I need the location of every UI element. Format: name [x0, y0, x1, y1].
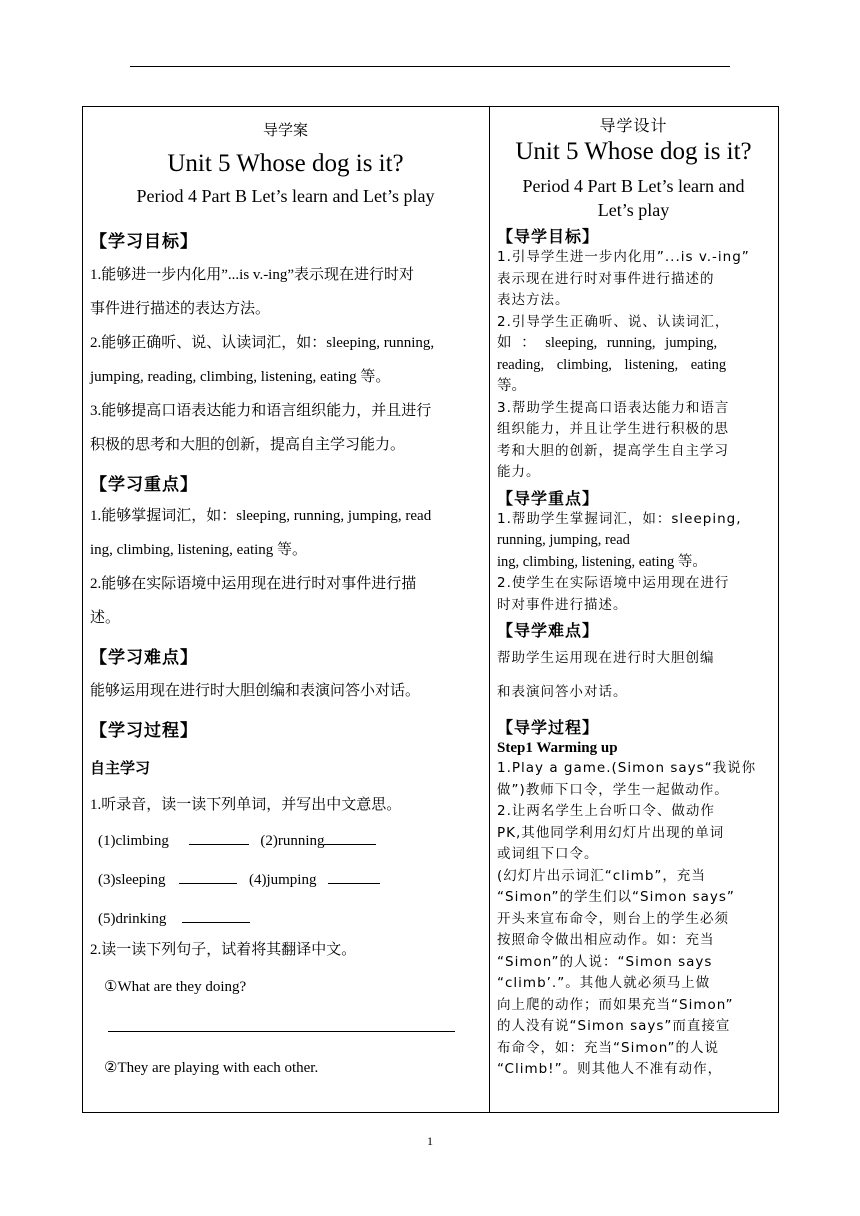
- right-p3i: 布命令，如：充当“Simon”的人说: [497, 1039, 720, 1056]
- word-drinking: (5)drinking: [98, 911, 167, 927]
- left-period: Period 4 Part B Let’s learn and Let’s play: [136, 186, 435, 206]
- left-goal-1a: 1.能够进一步内化用”...is v.-ing”表示现在进行时对: [90, 267, 415, 283]
- right-goal-3d: 能力。: [497, 464, 541, 480]
- translation-line-1[interactable]: [108, 1011, 455, 1032]
- page-number: 1: [427, 1134, 433, 1148]
- word-sleeping: (3)sleeping: [98, 872, 166, 888]
- left-key-1b: ing, climbing, listening, eating 等。: [90, 542, 308, 558]
- word-climbing: (1)climbing: [98, 833, 169, 849]
- left-key-2a: 2.能够在实际语境中运用现在进行时对事件进行描: [90, 576, 417, 592]
- right-p1a: 1.Play a game.(Simon says“我说你: [497, 760, 757, 776]
- answer-blank-sleeping[interactable]: [179, 869, 237, 884]
- right-p3d: 按照命令做出相应动作。如：充当: [497, 932, 715, 948]
- right-p3c: 开头来宣布命令，则台上的学生必须: [497, 910, 729, 927]
- right-key-2b: 时对事件进行描述。: [497, 596, 628, 613]
- right-key-title: 【导学重点】: [497, 488, 600, 508]
- right-p3f: “climb’.”。其他人就必须马上做: [497, 975, 711, 991]
- left-header: [90, 119, 481, 207]
- right-goal-2b: 如 ： sleeping, running, jumping,: [497, 335, 718, 351]
- right-unit-title: Unit 5 Whose dog is it?: [515, 138, 752, 165]
- word-row-3: [90, 900, 481, 939]
- right-p2b: PK,其他同学利用幻灯片出现的单词: [497, 824, 725, 841]
- step1-heading: Step1 Warming up: [497, 740, 618, 756]
- left-key-1a: 1.能够掌握词汇，如：sleeping, running, jumping, read: [90, 508, 432, 524]
- word-row-1: [90, 822, 481, 861]
- right-goal-3b: 组织能力，并且让学生进行积极的思: [497, 421, 729, 437]
- left-goal-2b: jumping, reading, climbing, listening, eating 等。: [90, 369, 391, 385]
- right-heading: 导学设计: [599, 116, 668, 135]
- left-goal-2a: 2.能够正确听、说、认读词汇，如：sleeping, running,: [90, 335, 435, 351]
- answer-blank-jumping[interactable]: [328, 869, 380, 884]
- right-key-1b: running, jumping, read: [497, 532, 630, 548]
- word-row-2: [90, 861, 481, 900]
- right-difficulty-title: 【导学难点】: [497, 621, 600, 640]
- right-goal-1c: 表达方法。: [497, 292, 570, 308]
- right-p3b: “Simon”的学生们以“Simon says”: [497, 889, 735, 905]
- right-p3j: “Climb!”。则其他人不准有动作，: [497, 1061, 723, 1077]
- right-goal-1b: 表示现在进行时对事件进行描述的: [497, 270, 715, 287]
- right-goals-title: 【导学目标】: [497, 227, 600, 246]
- task-2-instruction: 2.读一读下列句子，试着将其翻译中文。: [90, 942, 357, 958]
- right-goal-2d: 等。: [497, 378, 526, 394]
- left-difficulty-title: 【学习难点】: [90, 648, 198, 668]
- left-key-title: 【学习重点】: [90, 475, 198, 495]
- word-running: (2)running: [260, 833, 325, 849]
- answer-blank-drinking[interactable]: [182, 908, 250, 923]
- answer-blank-running[interactable]: [324, 830, 376, 845]
- left-key-2b: 述。: [90, 610, 121, 626]
- right-goal-2a: 2.引导学生正确听、说、认读词汇，: [497, 313, 730, 330]
- right-process-title: 【导学过程】: [497, 718, 600, 737]
- left-goal-1b: 事件进行描述的表达方法。: [90, 301, 271, 317]
- sentence-2: ②They are playing with each other.: [104, 1060, 319, 1076]
- right-goal-3c: 考和大胆的创新，提高学生自主学习: [497, 442, 729, 459]
- left-goals-title: 【学习目标】: [90, 232, 198, 252]
- sentence-1: ①What are they doing?: [104, 979, 247, 995]
- right-p2a: 2.让两名学生上台听口令、做动作: [497, 803, 715, 819]
- left-unit-title: Unit 5 Whose dog is it?: [167, 150, 404, 177]
- left-process-title: 【学习过程】: [90, 721, 198, 741]
- right-p2c: 或词组下口令。: [497, 846, 599, 862]
- right-p3e: “Simon”的人说：“Simon says: [497, 953, 713, 970]
- right-header: [497, 113, 770, 222]
- task-1-instruction: 1.听录音，读一读下列单词，并写出中文意思。: [90, 797, 402, 813]
- lesson-table: [82, 106, 779, 1113]
- right-p3g: 向上爬的动作；而如果充当“Simon”: [497, 996, 734, 1013]
- right-goal-3a: 3.帮助学生提高口语表达能力和语言: [497, 399, 730, 416]
- right-period-b: Let’s play: [597, 200, 670, 220]
- right-difficulty-a: 帮助学生运用现在进行时大胆创编: [497, 650, 715, 666]
- right-goal-2c: reading, climbing, listening, eating: [497, 356, 727, 373]
- right-key-2a: 2.使学生在实际语境中运用现在进行: [497, 575, 730, 591]
- right-p3h: 的人没有说“Simon says”而直接宣: [497, 1018, 731, 1034]
- right-p3a: (幻灯片出示词汇“climb”，充当: [497, 867, 706, 884]
- right-period-a: Period 4 Part B Let’s learn and: [522, 176, 745, 196]
- word-jumping: (4)jumping: [248, 872, 317, 888]
- left-goal-3b: 积极的思考和大胆的创新，提高自主学习能力。: [90, 437, 406, 453]
- right-column-teaching-design: [490, 107, 778, 1112]
- header-rule: [130, 66, 730, 67]
- left-heading: 导学案: [262, 121, 308, 139]
- right-goal-1a: 1.引导学生进一步内化用”...is v.-ing”: [497, 249, 750, 265]
- left-goal-3a: 3.能够提高口语表达能力和语言组织能力，并且进行: [90, 403, 432, 419]
- right-key-1c: ing, climbing, listening, eating 等。: [497, 553, 707, 570]
- left-column-study-guide: [83, 107, 490, 1112]
- right-p1b: 做”)教师下口令，学生一起做动作。: [497, 781, 729, 798]
- right-key-1a: 1.帮助学生掌握词汇，如：sleeping,: [497, 510, 742, 527]
- right-difficulty-b: 和表演问答小对话。: [497, 684, 628, 700]
- left-difficulty-1: 能够运用现在进行时大胆创编和表演问答小对话。: [90, 683, 421, 699]
- self-study-heading: 自主学习: [90, 759, 151, 777]
- answer-blank-climbing[interactable]: [189, 830, 249, 845]
